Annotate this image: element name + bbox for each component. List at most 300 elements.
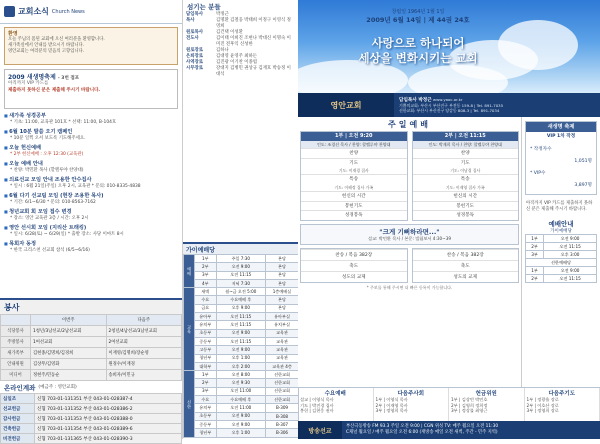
news-item-detail: * 일시 : 6월 21일(주일) 오후 2시, 교육관 * 문의: 010-8335-4838	[4, 184, 178, 190]
table-cell: B-309	[265, 404, 298, 412]
table-header-row	[1, 315, 182, 326]
table-cell: 1청년/3남선교/2남선교회	[31, 326, 107, 337]
table-row	[526, 243, 597, 251]
table-cell: 선한교회	[265, 396, 298, 404]
table-row	[184, 412, 299, 420]
schedule-title: 가이예배당	[186, 245, 215, 254]
table-cell: 4부	[195, 279, 217, 287]
table-cell: 본당	[265, 279, 298, 287]
news-item-detail: * 한국 크리스천 선교회 참석 (6/5~6/16)	[4, 248, 178, 254]
service-header	[0, 300, 182, 314]
org-role: 사역장로	[186, 60, 216, 66]
table-cell: 오후 1:00	[216, 429, 265, 437]
news-item	[4, 144, 178, 158]
table-row	[526, 259, 597, 267]
news-item-title: ■ 6월 10분 말씀 오기 캠페인	[4, 128, 178, 136]
broadcast-line: 부산극동방송 FM 93.3 주일 오전 9:00 | CGN 위성 TV: 매주 월요일 오전 11:30	[346, 424, 498, 430]
org-names: 김건택 이성환	[216, 30, 295, 36]
table-cell: 1부	[526, 235, 544, 243]
table-cell: 오전 9:00	[216, 420, 265, 428]
welcome-title: 환영	[8, 30, 174, 37]
table-row	[1, 348, 182, 359]
bottom-row: 1부 | 김상빈 박민호	[451, 397, 522, 403]
worship-col-2	[412, 131, 520, 221]
news-item	[4, 128, 178, 142]
table-cell: B-307	[265, 420, 298, 428]
news-item-detail: * 찬양: 박민환 목사 (할렐루야 찬양대)	[4, 168, 178, 174]
account-label: 건축헌금	[1, 424, 35, 434]
order-item: 성도의 교제	[301, 271, 407, 282]
service-leader: 인도: 박재희 목사 / 찬양: 할렐루야 찬양대	[413, 141, 519, 148]
order-detail: 기도: 이해정 집사 가족	[301, 184, 407, 191]
order-item: 찬양	[301, 148, 407, 158]
table-cell: 오전 9:00	[216, 329, 265, 337]
table-cell: 선한예배당	[526, 259, 597, 267]
table-cell: 본당	[265, 304, 298, 312]
table-row	[184, 313, 299, 321]
news-item	[4, 112, 178, 126]
table-row	[184, 404, 299, 412]
church-band	[298, 93, 600, 117]
news-item-title: ■ 오늘 헌신예배	[4, 144, 178, 152]
table-cell: 2부	[526, 275, 544, 283]
account-label: 감사헌금	[1, 414, 35, 424]
order-item: 헌신의 시간	[413, 191, 519, 201]
stats-row	[530, 180, 592, 192]
table-cell: 2부	[526, 243, 544, 251]
stats-title: 새생명 축제	[526, 122, 596, 132]
row-label: 새가족부	[1, 348, 31, 359]
table-cell: 김상무/김영화	[31, 359, 107, 370]
table-cell: 오전 11:15	[216, 321, 265, 329]
org-row	[183, 66, 298, 78]
order-item: 성경봉독	[301, 210, 407, 220]
order-item: 특송	[301, 174, 407, 184]
table-cell: 오전 9:00	[544, 235, 597, 243]
order-item: 찬송 / 복음 382장	[413, 249, 519, 260]
bottom-row: 3부 | 정영희 장로	[527, 408, 598, 414]
founding-date: 창립일 1964년 1월 1일	[338, 8, 498, 15]
table-cell: 오전 11:15	[216, 271, 265, 279]
bottom-col-title: 수요예배	[300, 389, 371, 397]
cover-column	[298, 0, 600, 439]
table-cell: 교육관	[265, 329, 298, 337]
worship-col-1	[300, 131, 408, 221]
org-role: 전도사	[186, 36, 216, 48]
org-role: 시무장로	[186, 66, 216, 78]
order-detail: 기도: 이재영 집사 가족	[413, 184, 519, 191]
table-cell: 선한교회	[265, 379, 298, 387]
org-title: 섬기는 분들	[187, 2, 221, 11]
table-row	[1, 424, 182, 434]
row-label: 안내위원	[1, 359, 31, 370]
news-item-detail: * 10분 일찍 오셔 보도록 기도해주세요.	[4, 136, 178, 142]
online-sub: (예금주 : 영안교회)	[38, 384, 76, 390]
news-item	[4, 208, 178, 222]
org-row	[183, 18, 298, 30]
sermon-title: "크게 기뻐하라면..."	[379, 227, 439, 236]
table-cell: 오전 8:00	[216, 371, 265, 379]
table-cell: 새벽	[195, 288, 217, 296]
table-row	[184, 304, 299, 312]
table-row	[526, 235, 597, 243]
welcome-line: 새가족실에서 안내를 받으시기 바랍니다.	[8, 43, 174, 49]
table-cell: 오후 3:00	[544, 251, 597, 259]
org-names: 김이태 이희진 조현나 박대신 이명숙 이미진 전후익 신성한	[216, 36, 295, 48]
table-cell: 수요예배 후	[216, 396, 265, 404]
table-row	[526, 275, 597, 283]
org-role: 담임목사	[186, 12, 216, 18]
org-role: 목사	[186, 18, 216, 30]
news-column	[0, 0, 182, 439]
order-item: 기도	[301, 158, 407, 168]
table-row	[184, 255, 299, 263]
table-cell: 주일 7:30	[216, 255, 265, 263]
table-cell: 김현종/김명희/김경희	[31, 348, 107, 359]
address-line: 선한교회: 부산시 부산진구 당감동 808-3 | Tel. 891-7034	[399, 108, 499, 113]
pastor-name: 담임목사 박정근	[399, 98, 432, 103]
table-cell: 오전 11:00	[216, 404, 265, 412]
org-names: 김명환 김철웅 박태희 이정구 이영식 정영희	[216, 18, 295, 30]
table-cell: 오후 1:00	[216, 354, 265, 362]
online-header	[0, 381, 182, 393]
table-cell: 중등부	[195, 420, 217, 428]
festival-title: 2009 새생명축제	[8, 74, 56, 81]
org-names: 김하나	[216, 48, 295, 54]
side-panel	[522, 117, 600, 387]
table-row	[526, 267, 597, 275]
table-cell: 본당	[265, 271, 298, 279]
table-cell: 송희자/이민규	[106, 370, 182, 381]
table-cell: 수요예배 후	[216, 296, 265, 304]
broadcast-info	[342, 424, 498, 435]
table-cell: 정현주/민동순	[31, 370, 107, 381]
order-detail: 기도: 이재경 집사	[301, 167, 407, 174]
service-table	[0, 314, 182, 381]
table-cell: 수요	[195, 296, 217, 304]
news-item-detail: * 2부 헌신예배 : 오후 12:30 (교육관)	[4, 152, 178, 158]
news-title: 교회소식	[18, 6, 49, 17]
table-row	[184, 337, 299, 345]
church-logo: 영안교회	[298, 93, 394, 117]
table-cell: 월~금 오전 5:00	[216, 288, 265, 296]
table-cell: 금요	[195, 304, 217, 312]
table-cell: 본당	[265, 263, 298, 271]
table-cell: 오전 9:30	[216, 379, 265, 387]
stats-list	[526, 142, 596, 194]
table-cell: 1층예배실	[265, 288, 298, 296]
news-item	[4, 192, 178, 206]
service-time: 1부 | 오전 9:20	[301, 132, 407, 141]
account-number: 신협 703-01-131365 부산 043-01-028390-3	[35, 434, 182, 444]
order-item: 성경봉독	[413, 210, 519, 220]
bottom-row: 2부 | 이호산 장로	[527, 403, 598, 409]
schedule-group: 교육	[184, 288, 195, 371]
broadcast-label: 방송선교	[298, 421, 342, 439]
table-cell: 오전 11:00	[216, 387, 265, 395]
table-cell: 유치부실	[265, 321, 298, 329]
table-cell: 2여선교회	[106, 337, 182, 348]
guide-title: 예배안내	[525, 219, 597, 228]
table-cell: 2부	[195, 263, 217, 271]
service-title: 봉사	[4, 302, 19, 313]
worship-section	[298, 117, 522, 387]
schedule-header	[183, 242, 299, 254]
schedule-group: 선한	[184, 371, 195, 437]
sermon-box	[300, 224, 519, 245]
table-cell: 유치부	[195, 321, 217, 329]
stats-value: 1,051명	[574, 156, 592, 168]
order-detail: 기도: 이남경 집사	[413, 167, 519, 174]
table-row	[184, 354, 299, 362]
news-item-detail: * 기초: 11:00, 교육관 101호 * 선택: 11:00, B-104호	[4, 120, 178, 126]
table-row	[1, 394, 182, 404]
schedule-table	[183, 254, 299, 438]
bottom-row: 3부 | 정상률 최영근	[451, 408, 522, 414]
table-row	[1, 326, 182, 337]
table-row	[184, 321, 299, 329]
table-cell: 청년부	[195, 354, 217, 362]
bottom-row: 2부 | 이재영 목사	[376, 403, 447, 409]
table-cell: 오전 11:15	[216, 337, 265, 345]
welcome-box	[4, 27, 178, 65]
table-cell: 초등부	[195, 412, 217, 420]
bottom-row: 봉헌 | 김현웅 권사	[300, 408, 371, 414]
slogan-line: 세상을 변화시키는 교회	[328, 51, 508, 66]
festival-stats	[525, 121, 597, 195]
website-link[interactable]: www.yaoc.or.kr	[433, 97, 463, 102]
service-leader: 인도: 조경선 목사 / 찬양: 할렐루야 찬양대	[301, 141, 407, 148]
org-row	[183, 36, 298, 48]
welcome-line: 오늘 주님의 몸된 교회에 오신 여러분을 환영합니다.	[8, 37, 174, 43]
table-row	[184, 396, 299, 404]
org-role: 원로목사	[186, 30, 216, 36]
issue-number: 2009년 6월 14일 | 제 44권 24호	[338, 15, 498, 24]
table-row	[1, 337, 182, 348]
table-row	[184, 288, 299, 296]
stats-row	[530, 168, 592, 180]
worship-columns	[298, 131, 521, 221]
table-row	[184, 379, 299, 387]
schedule-section	[183, 240, 299, 438]
news-item-detail: * 장소: 영안 교육관 3층 / 시간: 오후 2시	[4, 216, 178, 222]
table-cell: 이재영/김명희/장순영	[106, 348, 182, 359]
stats-key: * VIP수	[530, 168, 545, 180]
table-cell: 고등부	[195, 346, 217, 354]
bottom-row: 기도 | 박진경 집사	[300, 403, 371, 409]
news-item-detail: * 기간: 6/1~6/30 * 문의: 010-8563-7162	[4, 200, 178, 206]
table-cell: 3부	[195, 271, 217, 279]
cloud-shape	[498, 20, 578, 70]
table-cell: 본당	[265, 296, 298, 304]
table-cell: 1부	[195, 371, 217, 379]
table-cell: 유아부실	[265, 313, 298, 321]
org-names: 김진광 이기찬 이종엽	[216, 60, 295, 66]
news-item-title: ■ 6월 다기 선교팀 모임 (현장 조용한 목사)	[4, 192, 178, 200]
stats-sub: VIP 1차 작정	[526, 132, 596, 142]
service-time: 2부 | 오전 11:15	[413, 132, 519, 141]
table-cell: 오전 9:00	[544, 267, 597, 275]
broadcast-footer	[298, 421, 600, 439]
stats-key: * 작정자수	[530, 144, 552, 156]
account-label: 선교헌금	[1, 404, 35, 414]
bottom-col-title: 다음주사회	[376, 389, 447, 397]
table-header: 이번주	[31, 315, 107, 326]
table-row	[1, 414, 182, 424]
bottom-row: 설교 | 이영식 목사	[300, 397, 371, 403]
news-item-title: ■ 의료선교 모임 안내 조용한 안수집사	[4, 176, 178, 184]
stats-message: 아직까지 VIP 카드를 제출하지 못하신 분은 제출해 주시기 바랍니다.	[522, 199, 600, 215]
table-cell: 3부	[195, 387, 217, 395]
table-header	[1, 315, 31, 326]
order-item: 축도	[301, 260, 407, 271]
closing-col-1	[300, 248, 408, 283]
table-header: 다음주	[106, 315, 182, 326]
church-info	[394, 97, 503, 113]
table-cell: 교육관	[265, 337, 298, 345]
sermon-info: 설교: 박민환 목사 / 본문: 빌립보서 4:30~39	[368, 236, 451, 242]
org-names: 김대영 윤영주 최하돈	[216, 54, 295, 60]
org-role: 원로장로	[186, 48, 216, 54]
table-row	[184, 387, 299, 395]
schedule-group: 예배	[184, 255, 195, 288]
order-item: 성도의 교제	[413, 271, 519, 282]
bottom-row: 3부 | 정영희 목사	[376, 408, 447, 414]
table-cell: 1여선교회	[31, 337, 107, 348]
table-cell: 원경수/이재경	[106, 359, 182, 370]
worship-closing	[298, 248, 521, 283]
news-item	[4, 176, 178, 190]
row-label: 식당봉사	[1, 326, 31, 337]
table-cell: 오전 11:15	[544, 275, 597, 283]
table-row	[184, 362, 299, 370]
stats-value: 3,897명	[574, 180, 592, 192]
table-cell: 교육관	[265, 354, 298, 362]
table-cell: 교육관	[265, 346, 298, 354]
address-line: 기쁨의교회: 부산시 부산진구 부전동 159-8 | Tel. 891-7035	[399, 103, 503, 108]
org-names: 박정근	[216, 12, 295, 18]
table-row	[184, 263, 299, 271]
table-cell: 오전 11:15	[544, 243, 597, 251]
news-header	[0, 0, 182, 24]
news-item	[4, 224, 178, 238]
table-cell: 교육관 4층	[265, 362, 298, 370]
account-number: 신협 703-01-131351 부산 043-01-028387-4	[35, 394, 182, 404]
table-cell: 오후 9:00	[216, 304, 265, 312]
table-cell: 선한교회	[265, 371, 298, 379]
order-item: 봉헌기도	[301, 201, 407, 211]
row-label: 미디어	[1, 370, 31, 381]
stats-row	[530, 144, 592, 156]
org-header	[183, 0, 298, 12]
festival-sub: - 3번 접포	[58, 76, 79, 81]
guide-table	[525, 234, 597, 283]
order-item: 찬양	[413, 148, 519, 158]
table-row	[184, 420, 299, 428]
festival-box	[4, 69, 178, 109]
org-role: 은퇴장로	[186, 54, 216, 60]
row-label: 주방봉사	[1, 337, 31, 348]
news-subtitle: Church News	[52, 9, 85, 15]
table-cell: 본당	[265, 255, 298, 263]
news-item	[4, 160, 178, 174]
table-row	[184, 429, 299, 437]
table-cell: 2부	[195, 379, 217, 387]
table-cell: B-308	[265, 412, 298, 420]
table-cell: 선한교회	[265, 387, 298, 395]
table-cell: 초등부	[195, 329, 217, 337]
table-cell: 유치부	[195, 404, 217, 412]
festival-line: 제출하지 못하신 분은 제출해 주시기 바랍니다.	[8, 88, 174, 95]
table-cell: B-306	[265, 429, 298, 437]
bottom-col-title: 헌금위원	[451, 389, 522, 397]
news-item-title: ■ 목회자 동정	[4, 240, 178, 248]
table-cell: 중등부	[195, 337, 217, 345]
stats-row	[530, 156, 592, 168]
worship-guide	[525, 219, 597, 283]
bottom-row: 1부 | 정광율 장로	[527, 397, 598, 403]
table-cell: 오전 11:15	[216, 313, 265, 321]
issue-info	[338, 8, 498, 24]
news-item-detail: * 일시: 6/28(토) ~ 6/29(일) * 출발 장소: 사당 이마트 8시	[4, 232, 178, 238]
festival-line: 아직까지 VIP 카드를	[8, 81, 174, 88]
account-number: 신협 703-01-131353 부산 043-01-028388-0	[35, 414, 182, 424]
table-row	[1, 370, 182, 381]
table-row	[526, 251, 597, 259]
org-column	[182, 0, 298, 439]
table-cell: 대학부	[195, 362, 217, 370]
table-row	[1, 404, 182, 414]
news-item-title: ■ 영안 선시회 모임 (지리산 트래킹)	[4, 224, 178, 232]
table-cell: 유아부	[195, 313, 217, 321]
order-item: 축도	[413, 260, 519, 271]
table-cell: 청년부	[195, 429, 217, 437]
news-item-title: ■ 새가족 성경공부	[4, 112, 178, 120]
table-row	[1, 359, 182, 370]
org-names: 강대지 김병민 권상규 김재호 박승정 이대석	[216, 66, 295, 78]
table-cell: 1부	[195, 255, 217, 263]
news-item-title: ■ 오늘 예배 안내	[4, 160, 178, 168]
account-label: 십일조	[1, 394, 35, 404]
table-row	[184, 271, 299, 279]
service-section	[0, 298, 182, 444]
table-row	[184, 371, 299, 379]
closing-col-2	[412, 248, 520, 283]
account-number: 신협 703-01-131354 부산 043-01-028389-6	[35, 424, 182, 434]
table-cell: 오전 9:00	[216, 412, 265, 420]
bottom-col-title: 다음주기도	[527, 389, 598, 397]
account-table	[0, 393, 182, 444]
online-title: 온라인계좌	[4, 383, 35, 392]
account-number: 신협 703-01-131352 부산 043-01-028386-2	[35, 404, 182, 414]
table-cell: 수요	[195, 396, 217, 404]
table-row	[184, 346, 299, 354]
table-cell: 오전 9:00	[216, 263, 265, 271]
news-list	[0, 109, 182, 259]
table-row	[184, 279, 299, 287]
table-row	[184, 296, 299, 304]
table-cell: 1부	[526, 267, 544, 275]
welcome-line: 영안교회는 여러분의 믿음의 고향입니다.	[8, 49, 174, 55]
account-label: 비전헌금	[1, 434, 35, 444]
worship-note: * 주보를 통해 주시면 더 빠른 등록이 가능합니다.	[298, 285, 521, 291]
bottom-row: 2부 | 김영희 정희정	[451, 403, 522, 409]
order-item: 특송	[413, 174, 519, 184]
slogan	[328, 36, 508, 66]
sky-banner	[298, 0, 600, 93]
table-cell: 오후 2:00	[216, 362, 265, 370]
table-cell: 오전 9:00	[216, 346, 265, 354]
